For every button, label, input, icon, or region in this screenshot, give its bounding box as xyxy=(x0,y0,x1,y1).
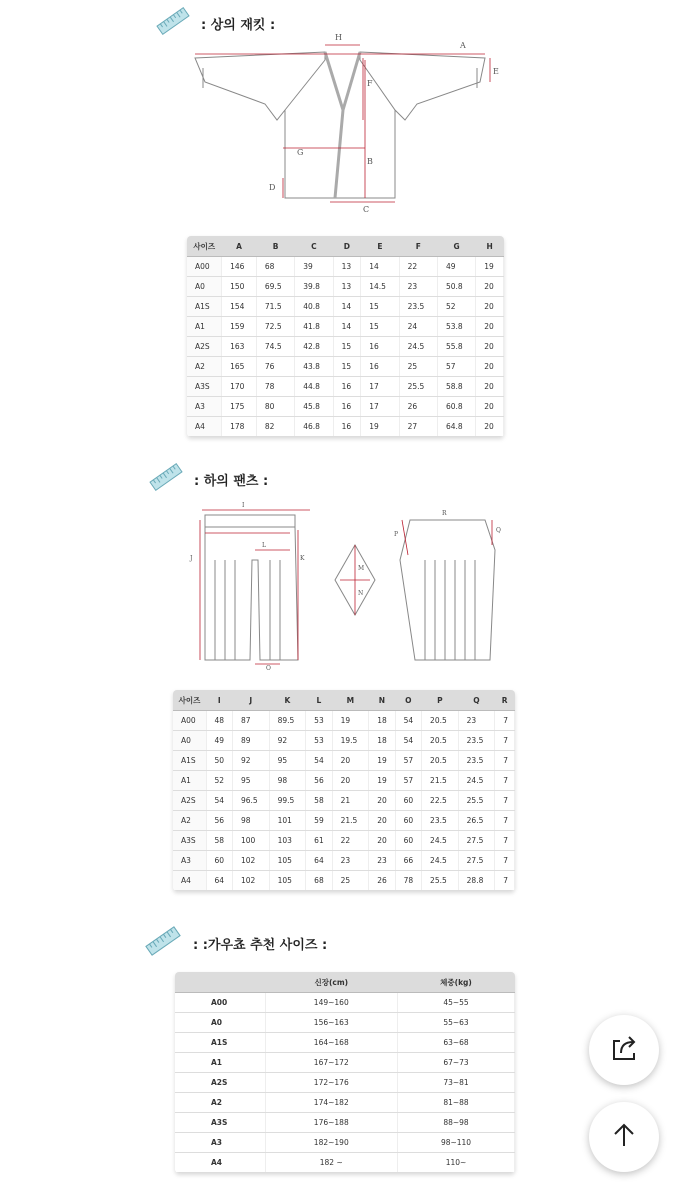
pants-label-l: L xyxy=(262,542,266,549)
pants-label-j: J xyxy=(190,555,193,562)
table-cell: 82 xyxy=(256,417,294,437)
size-cell: A4 xyxy=(187,417,222,437)
pants-diagram xyxy=(180,500,520,670)
header-cell: G xyxy=(437,236,475,257)
table-cell: 20 xyxy=(476,297,504,317)
table-row xyxy=(173,751,515,771)
table-cell: 19 xyxy=(361,417,399,437)
jacket-label-f: F xyxy=(367,79,373,88)
table-cell: 24.5 xyxy=(422,851,459,871)
table-cell: 40.8 xyxy=(295,297,333,317)
table-cell: 26 xyxy=(399,397,437,417)
table-cell: 56 xyxy=(206,811,232,831)
table-cell: 72.5 xyxy=(256,317,294,337)
table-cell: 95 xyxy=(269,751,306,771)
table-row xyxy=(175,993,515,1013)
table-cell: 20.5 xyxy=(422,751,459,771)
table-cell: 24.5 xyxy=(399,337,437,357)
table-cell: 14.5 xyxy=(361,277,399,297)
table-row xyxy=(173,831,515,851)
table-cell: 7 xyxy=(495,771,515,791)
jacket-label-a: A xyxy=(460,41,466,50)
table-row xyxy=(187,377,504,397)
ruler-icon xyxy=(143,925,183,961)
table-cell: 53 xyxy=(306,711,332,731)
table-cell: 13 xyxy=(333,257,361,277)
header-cell: 신장(cm) xyxy=(265,972,398,993)
table-row xyxy=(175,1133,515,1153)
table-row xyxy=(173,851,515,871)
table-cell: 53 xyxy=(306,731,332,751)
table-cell: 15 xyxy=(361,317,399,337)
section-title-text: : 하의 팬츠 : xyxy=(194,473,269,489)
size-cell: A2 xyxy=(173,811,206,831)
table-cell: 54 xyxy=(395,711,421,731)
table-cell: 14 xyxy=(333,297,361,317)
size-cell: A1 xyxy=(187,317,222,337)
table-cell: 105 xyxy=(269,851,306,871)
table-cell: 96.5 xyxy=(232,791,269,811)
table-cell: 7 xyxy=(495,851,515,871)
table-cell: 20 xyxy=(476,397,504,417)
table-cell: 45~55 xyxy=(398,993,515,1013)
table-cell: 60.8 xyxy=(437,397,475,417)
table-cell: 20 xyxy=(476,317,504,337)
jacket-label-g: G xyxy=(297,148,304,157)
header-cell: K xyxy=(269,690,306,711)
table-cell: 22 xyxy=(399,257,437,277)
section-title-text: : :가우쵸 추천 사이즈 : xyxy=(193,937,328,953)
table-cell: 182 ~ xyxy=(265,1153,398,1173)
table-cell: 55.8 xyxy=(437,337,475,357)
table-cell: 21.5 xyxy=(332,811,369,831)
table-cell: 19 xyxy=(476,257,504,277)
header-cell: H xyxy=(476,236,504,257)
table-cell: 103 xyxy=(269,831,306,851)
table-cell: 89.5 xyxy=(269,711,306,731)
table-cell: 19 xyxy=(332,711,369,731)
size-cell: A3S xyxy=(175,1113,265,1133)
table-cell: 68 xyxy=(306,871,332,891)
arrow-up-icon xyxy=(609,1120,639,1154)
table-cell: 60 xyxy=(395,831,421,851)
jacket-label-d: D xyxy=(269,183,276,192)
header-cell xyxy=(175,972,265,993)
header-cell: L xyxy=(306,690,332,711)
table-cell: 20 xyxy=(476,277,504,297)
header-cell: D xyxy=(333,236,361,257)
table-cell: 23 xyxy=(332,851,369,871)
table-cell: 146 xyxy=(222,257,257,277)
table-cell: 55~63 xyxy=(398,1013,515,1033)
table-cell: 150 xyxy=(222,277,257,297)
table-cell: 102 xyxy=(232,871,269,891)
table-cell: 20 xyxy=(369,791,395,811)
header-cell: O xyxy=(395,690,421,711)
table-row xyxy=(187,357,504,377)
table-cell: 87 xyxy=(232,711,269,731)
table-cell: 58 xyxy=(206,831,232,851)
pants-section-title xyxy=(148,462,268,496)
size-cell: A3 xyxy=(187,397,222,417)
table-cell: 69.5 xyxy=(256,277,294,297)
table-cell: 17 xyxy=(361,397,399,417)
section-title-text: : 상의 재킷 : xyxy=(201,17,276,33)
table-header-row xyxy=(175,972,515,993)
header-cell: F xyxy=(399,236,437,257)
table-cell: 54 xyxy=(306,751,332,771)
size-cell: A2 xyxy=(187,357,222,377)
table-cell: 95 xyxy=(232,771,269,791)
table-cell: 165 xyxy=(222,357,257,377)
header-cell: E xyxy=(361,236,399,257)
table-cell: 23.5 xyxy=(399,297,437,317)
table-row xyxy=(175,1033,515,1053)
size-cell: A4 xyxy=(175,1153,265,1173)
table-cell: 19 xyxy=(369,771,395,791)
table-cell: 39.8 xyxy=(295,277,333,297)
table-row xyxy=(175,1153,515,1173)
table-cell: 98 xyxy=(232,811,269,831)
table-cell: 54 xyxy=(206,791,232,811)
table-cell: 20 xyxy=(476,357,504,377)
table-cell: 7 xyxy=(495,711,515,731)
table-cell: 60 xyxy=(206,851,232,871)
ruler-icon xyxy=(148,462,184,496)
table-cell: 110~ xyxy=(398,1153,515,1173)
table-row xyxy=(175,1073,515,1093)
table-row xyxy=(187,317,504,337)
table-cell: 16 xyxy=(333,417,361,437)
table-cell: 174~182 xyxy=(265,1093,398,1113)
table-cell: 61 xyxy=(306,831,332,851)
header-cell: I xyxy=(206,690,232,711)
table-cell: 163 xyxy=(222,337,257,357)
table-row xyxy=(173,811,515,831)
pants-label-p: P xyxy=(394,531,399,538)
table-cell: 24 xyxy=(399,317,437,337)
table-cell: 41.8 xyxy=(295,317,333,337)
table-cell: 172~176 xyxy=(265,1073,398,1093)
size-cell: A2 xyxy=(175,1093,265,1113)
table-cell: 167~172 xyxy=(265,1053,398,1073)
table-cell: 100 xyxy=(232,831,269,851)
table-cell: 59 xyxy=(306,811,332,831)
size-cell: A00 xyxy=(175,993,265,1013)
share-button[interactable] xyxy=(589,1015,659,1085)
header-cell: 사이즈 xyxy=(173,690,206,711)
table-cell: 64 xyxy=(206,871,232,891)
table-cell: 21.5 xyxy=(422,771,459,791)
table-cell: 15 xyxy=(333,357,361,377)
table-row xyxy=(173,791,515,811)
table-cell: 20.5 xyxy=(422,711,459,731)
jacket-label-h: H xyxy=(335,33,342,42)
table-cell: 154 xyxy=(222,297,257,317)
table-cell: 99.5 xyxy=(269,791,306,811)
table-cell: 25 xyxy=(332,871,369,891)
table-cell: 26 xyxy=(369,871,395,891)
size-cell: A0 xyxy=(175,1013,265,1033)
table-cell: 22.5 xyxy=(422,791,459,811)
table-cell: 42.8 xyxy=(295,337,333,357)
pants-label-m: M xyxy=(358,565,365,572)
table-cell: 24.5 xyxy=(422,831,459,851)
pants-size-table xyxy=(173,690,515,891)
table-cell: 18 xyxy=(369,711,395,731)
header-cell: 사이즈 xyxy=(187,236,222,257)
table-cell: 25.5 xyxy=(458,791,495,811)
table-cell: 102 xyxy=(232,851,269,871)
table-cell: 16 xyxy=(361,357,399,377)
size-cell: A3S xyxy=(187,377,222,397)
table-cell: 15 xyxy=(333,337,361,357)
table-cell: 73~81 xyxy=(398,1073,515,1093)
header-cell: 체중(kg) xyxy=(398,972,515,993)
table-row xyxy=(187,397,504,417)
table-cell: 50 xyxy=(206,751,232,771)
table-cell: 156~163 xyxy=(265,1013,398,1033)
table-row xyxy=(187,277,504,297)
table-cell: 67~73 xyxy=(398,1053,515,1073)
table-cell: 170 xyxy=(222,377,257,397)
header-cell: M xyxy=(332,690,369,711)
size-cell: A3S xyxy=(173,831,206,851)
table-cell: 92 xyxy=(232,751,269,771)
table-row xyxy=(175,1013,515,1033)
table-cell: 7 xyxy=(495,751,515,771)
table-cell: 88~98 xyxy=(398,1113,515,1133)
table-cell: 57 xyxy=(437,357,475,377)
table-row xyxy=(173,731,515,751)
table-cell: 14 xyxy=(361,257,399,277)
header-cell: B xyxy=(256,236,294,257)
table-cell: 23.5 xyxy=(458,731,495,751)
table-cell: 23 xyxy=(399,277,437,297)
share-icon xyxy=(607,1031,641,1069)
table-cell: 7 xyxy=(495,831,515,851)
pants-label-n: N xyxy=(358,590,364,597)
table-cell: 15 xyxy=(361,297,399,317)
table-cell: 101 xyxy=(269,811,306,831)
table-cell: 13 xyxy=(333,277,361,297)
pants-label-q: Q xyxy=(496,527,501,534)
table-cell: 58 xyxy=(306,791,332,811)
scroll-top-button[interactable] xyxy=(589,1102,659,1172)
table-cell: 164~168 xyxy=(265,1033,398,1053)
table-cell: 89 xyxy=(232,731,269,751)
table-cell: 175 xyxy=(222,397,257,417)
table-cell: 46.8 xyxy=(295,417,333,437)
table-row xyxy=(187,257,504,277)
table-cell: 18 xyxy=(369,731,395,751)
table-cell: 16 xyxy=(333,397,361,417)
table-row xyxy=(173,871,515,891)
jacket-size-table xyxy=(187,236,504,437)
table-cell: 56 xyxy=(306,771,332,791)
header-cell: A xyxy=(222,236,257,257)
table-cell: 178 xyxy=(222,417,257,437)
table-cell: 81~88 xyxy=(398,1093,515,1113)
header-cell: R xyxy=(495,690,515,711)
table-cell: 57 xyxy=(395,751,421,771)
table-cell: 74.5 xyxy=(256,337,294,357)
header-cell: Q xyxy=(458,690,495,711)
table-cell: 58.8 xyxy=(437,377,475,397)
table-cell: 16 xyxy=(333,377,361,397)
table-cell: 182~190 xyxy=(265,1133,398,1153)
size-cell: A0 xyxy=(173,731,206,751)
table-cell: 76 xyxy=(256,357,294,377)
size-cell: A1S xyxy=(175,1033,265,1053)
table-cell: 105 xyxy=(269,871,306,891)
table-cell: 28.8 xyxy=(458,871,495,891)
table-cell: 43.8 xyxy=(295,357,333,377)
table-cell: 23.5 xyxy=(458,751,495,771)
table-cell: 98 xyxy=(269,771,306,791)
table-cell: 54 xyxy=(395,731,421,751)
table-cell: 7 xyxy=(495,811,515,831)
table-cell: 52 xyxy=(206,771,232,791)
table-cell: 25.5 xyxy=(399,377,437,397)
recommend-size-table xyxy=(175,972,515,1173)
size-cell: A3 xyxy=(175,1133,265,1153)
table-cell: 48 xyxy=(206,711,232,731)
table-cell: 78 xyxy=(395,871,421,891)
size-cell: A1 xyxy=(175,1053,265,1073)
table-row xyxy=(173,771,515,791)
table-cell: 57 xyxy=(395,771,421,791)
table-cell: 19.5 xyxy=(332,731,369,751)
table-cell: 50.8 xyxy=(437,277,475,297)
table-cell: 14 xyxy=(333,317,361,337)
table-row xyxy=(187,417,504,437)
table-cell: 78 xyxy=(256,377,294,397)
table-cell: 63~68 xyxy=(398,1033,515,1053)
size-cell: A0 xyxy=(187,277,222,297)
pants-label-r: R xyxy=(442,510,447,517)
pants-label-i: I xyxy=(242,502,245,509)
table-cell: 66 xyxy=(395,851,421,871)
table-cell: 23 xyxy=(458,711,495,731)
table-row xyxy=(173,711,515,731)
table-cell: 20 xyxy=(476,417,504,437)
table-cell: 53.8 xyxy=(437,317,475,337)
table-header-row xyxy=(187,236,504,257)
table-cell: 39 xyxy=(295,257,333,277)
jacket-label-e: E xyxy=(493,67,499,76)
table-cell: 7 xyxy=(495,731,515,751)
table-cell: 68 xyxy=(256,257,294,277)
table-cell: 49 xyxy=(437,257,475,277)
table-cell: 27 xyxy=(399,417,437,437)
size-cell: A4 xyxy=(173,871,206,891)
jacket-label-c: C xyxy=(363,205,370,214)
jacket-diagram xyxy=(185,30,505,220)
table-cell: 52 xyxy=(437,297,475,317)
table-cell: 7 xyxy=(495,871,515,891)
size-cell: A2S xyxy=(173,791,206,811)
table-cell: 159 xyxy=(222,317,257,337)
header-cell: N xyxy=(369,690,395,711)
table-cell: 49 xyxy=(206,731,232,751)
header-cell: P xyxy=(422,690,459,711)
table-cell: 60 xyxy=(395,811,421,831)
table-cell: 19 xyxy=(369,751,395,771)
table-cell: 26.5 xyxy=(458,811,495,831)
table-cell: 23.5 xyxy=(422,811,459,831)
table-cell: 71.5 xyxy=(256,297,294,317)
table-row xyxy=(175,1113,515,1133)
table-cell: 64 xyxy=(306,851,332,871)
pants-label-k: K xyxy=(300,555,305,562)
table-cell: 98~110 xyxy=(398,1133,515,1153)
size-cell: A1S xyxy=(173,751,206,771)
table-cell: 92 xyxy=(269,731,306,751)
table-cell: 20 xyxy=(476,377,504,397)
table-cell: 20 xyxy=(332,771,369,791)
table-cell: 64.8 xyxy=(437,417,475,437)
table-header-row xyxy=(173,690,515,711)
table-row xyxy=(175,1093,515,1113)
size-cell: A1S xyxy=(187,297,222,317)
size-cell: A3 xyxy=(173,851,206,871)
size-cell: A00 xyxy=(173,711,206,731)
table-cell: 27.5 xyxy=(458,851,495,871)
table-cell: 17 xyxy=(361,377,399,397)
table-cell: 20 xyxy=(369,811,395,831)
table-cell: 24.5 xyxy=(458,771,495,791)
table-cell: 20.5 xyxy=(422,731,459,751)
table-cell: 149~160 xyxy=(265,993,398,1013)
table-row xyxy=(187,337,504,357)
table-cell: 20 xyxy=(369,831,395,851)
size-cell: A1 xyxy=(173,771,206,791)
table-cell: 20 xyxy=(476,337,504,357)
table-row xyxy=(175,1053,515,1073)
table-cell: 21 xyxy=(332,791,369,811)
size-cell: A2S xyxy=(175,1073,265,1093)
table-cell: 25 xyxy=(399,357,437,377)
size-cell: A00 xyxy=(187,257,222,277)
table-cell: 44.8 xyxy=(295,377,333,397)
table-cell: 23 xyxy=(369,851,395,871)
table-cell: 60 xyxy=(395,791,421,811)
table-cell: 176~188 xyxy=(265,1113,398,1133)
table-cell: 20 xyxy=(332,751,369,771)
table-cell: 22 xyxy=(332,831,369,851)
pants-label-o: O xyxy=(266,665,271,670)
header-cell: C xyxy=(295,236,333,257)
table-cell: 27.5 xyxy=(458,831,495,851)
table-cell: 80 xyxy=(256,397,294,417)
table-row xyxy=(187,297,504,317)
table-cell: 16 xyxy=(361,337,399,357)
table-cell: 7 xyxy=(495,791,515,811)
recommend-section-title xyxy=(143,925,327,961)
header-cell: J xyxy=(232,690,269,711)
jacket-label-b: B xyxy=(367,157,373,166)
size-cell: A2S xyxy=(187,337,222,357)
table-cell: 25.5 xyxy=(422,871,459,891)
table-cell: 45.8 xyxy=(295,397,333,417)
